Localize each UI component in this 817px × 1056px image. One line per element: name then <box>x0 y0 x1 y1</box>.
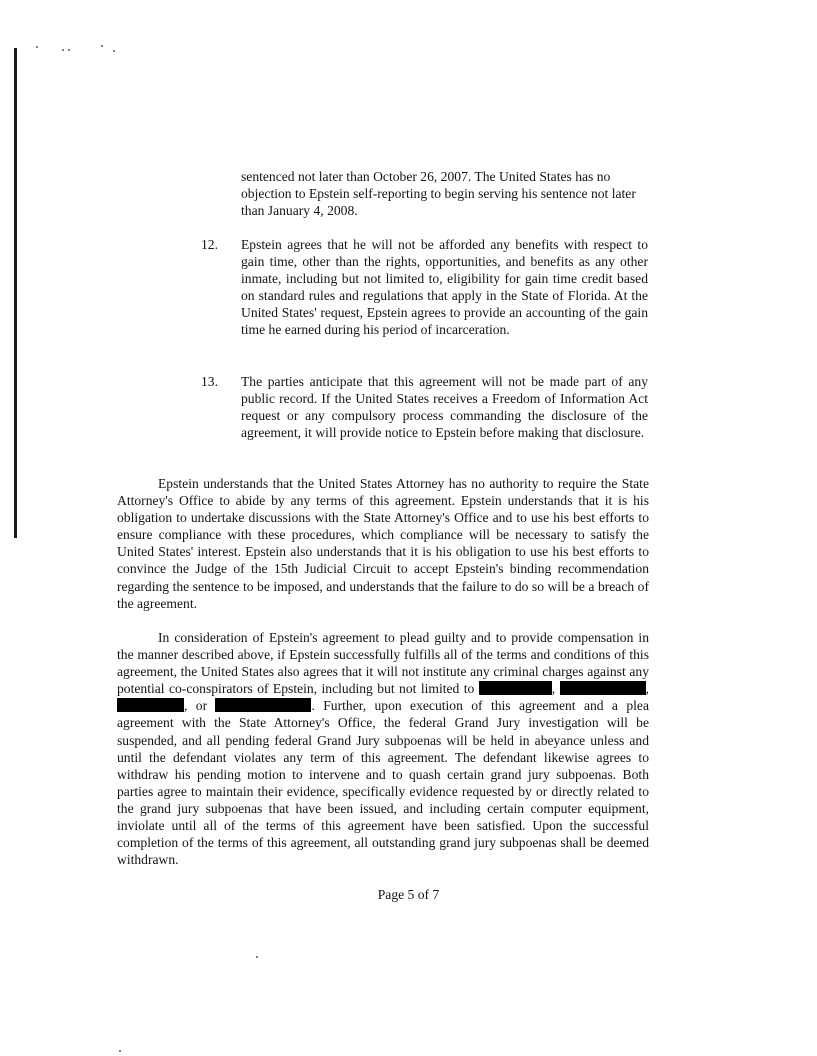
scan-speck <box>119 1050 121 1052</box>
redaction-block <box>215 698 311 712</box>
page-number: Page 5 of 7 <box>377 887 440 902</box>
item-number: 13. <box>201 374 218 389</box>
scan-speck <box>68 49 70 51</box>
item-text: The parties anticipate that this agreement will not be made part of any public record. If the United States receives a Freedom of Information Act request or any compulsory process commanding the disclosure of the agreement, it will provide notice to Epstein before making that disclosure. <box>241 374 648 441</box>
separator: , <box>551 681 556 697</box>
scan-speck <box>36 46 38 48</box>
item-text: Epstein agrees that he will not be afforded any benefits with respect to gain time, other than the rights, opportunities, and benefits as any other inmate, including but not limited to, eligibility for gain time credit based on standard rules and regulations that apply in the State of Florida. At the United States' request, Epstein agrees to provide an accounting of the gain time he earned during his period of incarceration. <box>241 237 648 338</box>
scan-speck <box>62 49 64 51</box>
body-paragraph <box>117 629 649 868</box>
scan-speck <box>256 956 258 958</box>
continued-item-text: sentenced not later than October 26, 2007. The United States has no objection to Epstein self-reporting to begin serving his sentence not later than January 4, 2008. <box>241 169 636 219</box>
redaction-block <box>560 681 646 695</box>
paragraph-text: In consideration of Epstein's agreement to plead guilty and to provide compensation in the manner described above, if Epstein successfully fulfills all of the terms and conditions of this agreement, the United States also agrees that it will not institute any criminal charges against any potential co-conspirators of Epstein, including but not limited to <box>117 630 649 697</box>
scan-speck <box>101 45 103 47</box>
paragraph-text: . Further, upon execution of this agreement and a plea agreement with the State Attorney's Office, the federal Grand Jury investigation will be suspended, and all pending federal Grand Jury subpoenas will be held in abeyance unless and until the defendant violates any term of this agreement. The defendant likewise agrees to withdraw his pending motion to intervene and to quash certain grand jury subpoenas. Both parties agree to maintain their evidence, specifically evidence requested by or directly related to the grand jury subpoenas that have been issued, and including certain computer equipment, inviolate until all of the terms of this agreement have been satisfied. Upon the successful completion of the terms of this agreement, all outstanding grand jury subpoenas shall be deemed withdrawn. <box>117 698 649 868</box>
item-number: 12. <box>201 237 218 252</box>
body-paragraph: Epstein understands that the United States Attorney has no authority to require the State Attorney's Office to abide by any terms of this agreement. Epstein understands that it is his obligation to undertake discussions with the State Attorney's Office and to use his best efforts to ensure compliance with these procedures, which compliance will be necessary to satisfy the United States' interest. Epstein also understands that it is his obligation to use his best efforts to convince the Judge of the 15th Judicial Circuit to accept Epstein's binding recommendation regarding the sentence to be imposed, and understands that the failure to do so will be a breach of the agreement. <box>117 476 649 611</box>
separator: , or <box>184 698 208 714</box>
separator: , <box>645 681 649 697</box>
redaction-block <box>479 681 552 695</box>
redaction-block <box>117 698 184 712</box>
scan-margin-line <box>14 48 17 538</box>
scan-speck <box>113 50 115 52</box>
